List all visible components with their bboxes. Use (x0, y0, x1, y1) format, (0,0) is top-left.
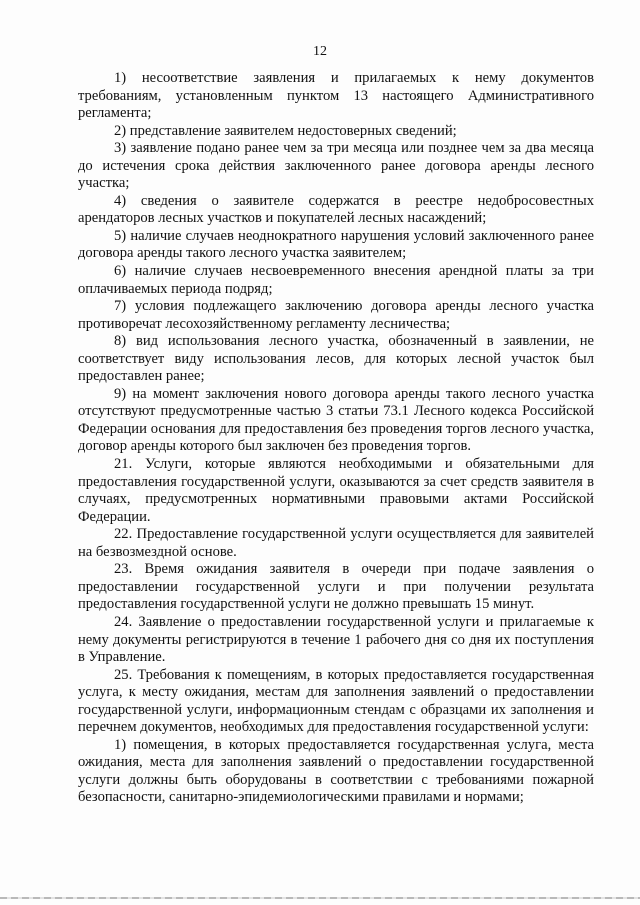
clause-25: 25. Требования к помещениям, в которых предоставляется государственная услуга, к месту ожидания, местам для заполнения заявлений о предоставлении государственной услуги, информационным стендам с образцами их заполнения и перечнем документов, необходимых для предоставления государственной услуги: (78, 666, 594, 736)
page-number: 12 (313, 44, 327, 59)
paragraph-6: 6) наличие случаев несвоевременного внесения арендной платы за три оплачиваемых периода подряд; (78, 263, 594, 297)
paragraph-3: 3) заявление подано ранее чем за три месяца или позднее чем за два месяца до истечения срока действия заключенного ранее договора аренды лесного участка; (78, 140, 594, 192)
paragraph-8: 8) вид использования лесного участка, обозначенный в заявлении, не соответствует виду использования лесов, для которых лесной участок был предоставлен ранее; (78, 333, 594, 385)
paragraph-7: 7) условия подлежащего заключению договора аренды лесного участка противоречат лесохозяйственному регламенту лесничества; (78, 298, 594, 332)
clause-22: 22. Предоставление государственной услуги осуществляется для заявителей на безвозмездной основе. (78, 526, 594, 560)
page-bottom-edge (0, 897, 640, 899)
paragraph-2: 2) представление заявителем недостоверных сведений; (114, 122, 457, 139)
paragraph-1: 1) несоответствие заявления и прилагаемых к нему документов требованиям, установленным пунктом 13 настоящего Административного регламента; (78, 70, 594, 122)
clause-23: 23. Время ожидания заявителя в очереди при подаче заявления о предоставлении государственной услуги и при получении результата предоставления государственной услуги не должно превышать 15 минут. (78, 561, 594, 613)
clause-21: 21. Услуги, которые являются необходимыми и обязательными для предоставления государственной услуги, оказываются за счет средств заявителя в случаях, предусмотренных нормативными правовыми актами Российской Федерации. (78, 456, 594, 525)
paragraph-4: 4) сведения о заявителе содержатся в реестре недобросовестных арендаторов лесных участков и покупателей лесных насаждений; (78, 192, 594, 227)
document-body (78, 70, 594, 807)
clause-24: 24. Заявление о предоставлении государственной услуги и прилагаемые к нему документы регистрируются в течение 1 рабочего дня со дня их поступления в Управление. (78, 613, 594, 666)
paragraph-5: 5) наличие случаев неоднократного нарушения условий заключенного ранее договора аренды такого лесного участка заявителем; (78, 227, 594, 262)
paragraph-9: 9) на момент заключения нового договора аренды такого лесного участка отсутствуют предусмотренные частью 3 статьи 73.1 Лесного кодекса Российской Федерации основания для предоставления без проведения торгов лесного участка, договор аренды которого был заключен без проведения торгов. (78, 385, 594, 455)
clause-25-item-1: 1) помещения, в которых предоставляется государственная услуга, места ожидания, места для заполнения заявлений о предоставлении государственной услуги должны быть оборудованы в соответствии с требованиями пожарной безопасности, санитарно-эпидемиологическими правилами и нормами; (78, 736, 594, 806)
